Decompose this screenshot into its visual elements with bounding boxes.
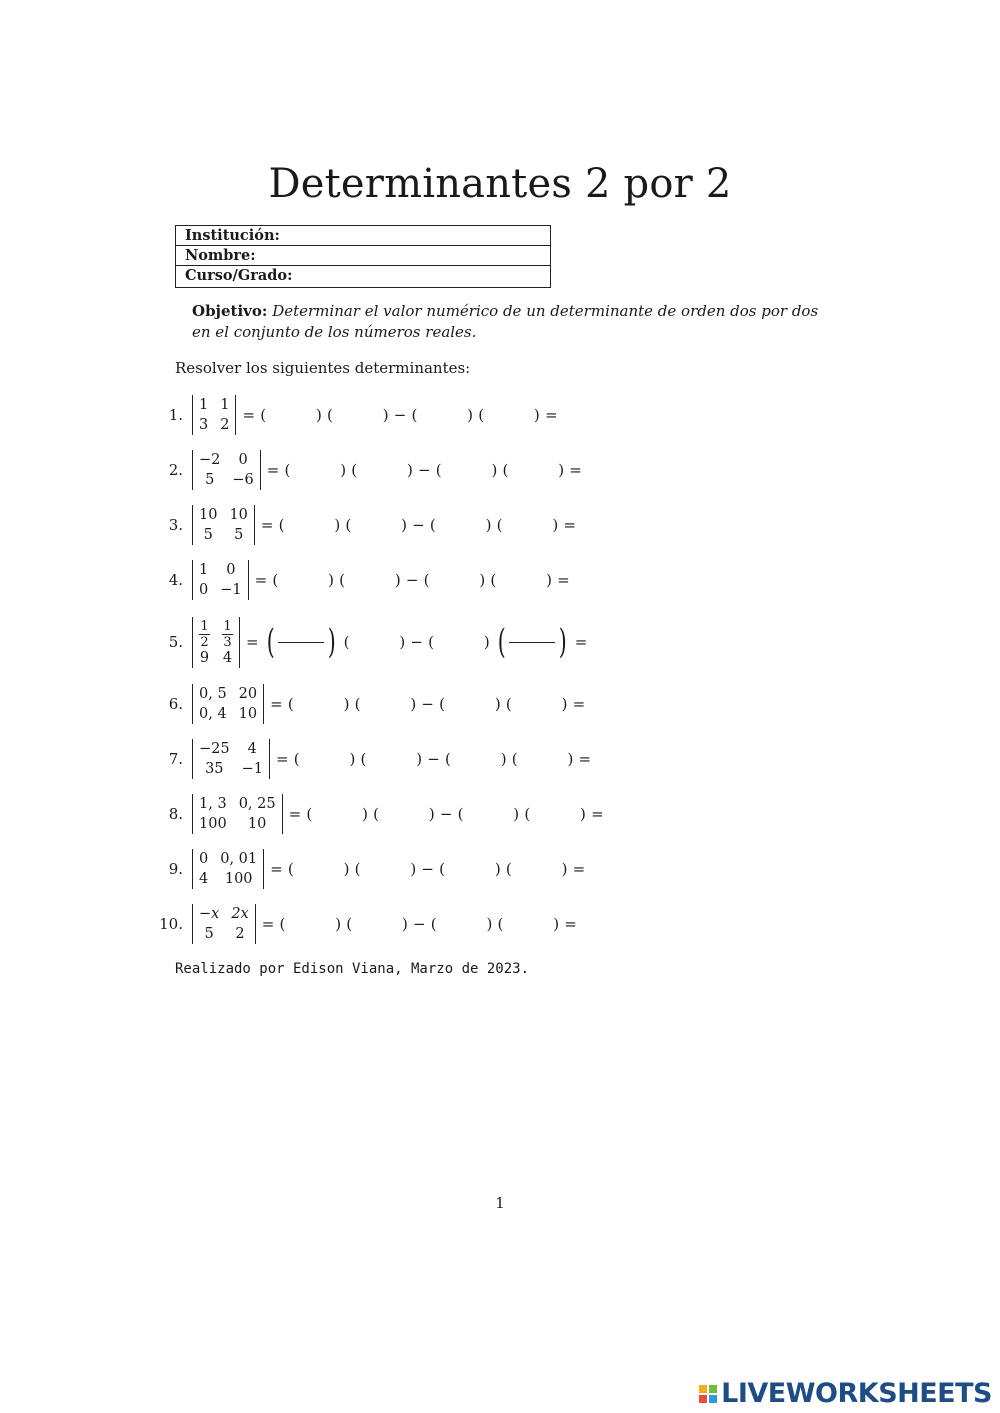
answer-expression[interactable]: = ( ) ( ) − ( ) ( ) = <box>242 406 558 424</box>
matrix-cell: 0 <box>199 851 209 867</box>
answer-expression-fraction[interactable] <box>246 622 588 662</box>
exercise-4 <box>150 554 570 606</box>
fraction-blank[interactable] <box>509 642 555 643</box>
answer-expression[interactable]: = ( ) ( ) − ( ) ( ) = <box>288 805 604 823</box>
objective-label: Objetivo: <box>192 302 268 320</box>
exercise-2 <box>150 444 582 496</box>
answer-expression[interactable]: = ( ) ( ) − ( ) ( ) = <box>270 695 586 713</box>
matrix-cell: 2 <box>235 926 245 942</box>
institution-field: Institución: <box>176 226 550 246</box>
exercise-9 <box>150 843 585 895</box>
matrix-cell: 10 <box>229 507 248 523</box>
exercise-number: 2. <box>168 461 183 479</box>
determinant-matrix <box>192 904 256 944</box>
matrix-cell: −1 <box>241 761 263 777</box>
matrix-cell-fraction <box>199 619 210 650</box>
exercise-number: 6. <box>168 695 183 713</box>
matrix-cell: 5 <box>203 527 213 543</box>
exercise-1 <box>150 389 558 441</box>
matrix-cell: 1, 3 <box>199 796 227 812</box>
matrix-cell: 5 <box>205 472 215 488</box>
student-info-table <box>175 225 551 288</box>
determinant-matrix <box>192 560 249 600</box>
determinant-matrix <box>192 794 283 834</box>
logo-square <box>699 1395 707 1403</box>
fraction-denominator: 3 <box>223 634 232 650</box>
fraction-numerator: 1 <box>223 618 232 634</box>
exercise-number: 9. <box>168 860 183 878</box>
matrix-cell: 9 <box>199 649 210 666</box>
exercise-number: 7. <box>168 750 183 768</box>
matrix-cell: −2 <box>199 452 221 468</box>
matrix-cell: 0 <box>199 582 209 598</box>
determinant-matrix <box>192 849 264 889</box>
open-paren: ( <box>497 622 506 662</box>
exercise-number: 3. <box>168 516 183 534</box>
close-paren: ) <box>327 622 336 662</box>
exercise-6 <box>150 678 585 730</box>
matrix-cell: 0, 4 <box>199 706 227 722</box>
answer-expression[interactable]: = ( ) ( ) − ( ) ( ) = <box>270 860 586 878</box>
matrix-cell: −1 <box>220 582 242 598</box>
equals-sign: = <box>246 633 264 651</box>
logo-square <box>709 1385 717 1393</box>
course-field: Curso/Grado: <box>185 267 293 284</box>
answer-expression[interactable]: = ( ) ( ) − ( ) ( ) = <box>254 571 570 589</box>
determinant-matrix <box>192 395 236 435</box>
matrix-cell: 100 <box>199 816 227 832</box>
matrix-cell: 5 <box>234 527 244 543</box>
page-number: 1 <box>495 1194 505 1212</box>
brand-logo-icon <box>699 1385 717 1403</box>
logo-square <box>709 1395 717 1403</box>
matrix-cell: −25 <box>199 741 230 757</box>
answer-expression[interactable]: = ( ) ( ) − ( ) ( ) = <box>261 915 577 933</box>
matrix-cell: 10 <box>238 706 258 722</box>
answer-expression[interactable]: = ( ) ( ) − ( ) ( ) = <box>260 516 577 534</box>
open-paren: ( <box>266 622 275 662</box>
matrix-cell: 4 <box>199 871 209 887</box>
exercise-number: 5. <box>168 633 183 651</box>
matrix-cell: 20 <box>238 686 258 702</box>
matrix-cell: 10 <box>199 507 218 523</box>
instruction: Resolver los siguientes determinantes: <box>175 359 471 377</box>
matrix-cell: 35 <box>205 761 224 777</box>
matrix-cell: 0, 25 <box>238 796 276 812</box>
exercise-number: 4. <box>168 571 183 589</box>
matrix-cell: 0, 01 <box>220 851 258 867</box>
author-credit: Realizado por Edison Viana, Marzo de 2023. <box>175 961 530 977</box>
determinant-matrix <box>192 450 261 490</box>
exercise-number: 8. <box>168 805 183 823</box>
brand-name: LIVEWORKSHEETS <box>721 1378 992 1409</box>
objective-text: Determinar el valor numérico de un determinante de orden dos por dos en el conjunto de los números reales. <box>192 302 819 341</box>
matrix-cell: 10 <box>247 816 267 832</box>
matrix-cell: 1 <box>199 562 209 578</box>
exercise-number: 10. <box>159 915 183 933</box>
matrix-cell: 5 <box>204 926 214 942</box>
page-title: Determinantes 2 por 2 <box>268 161 732 207</box>
exercise-5 <box>150 612 588 672</box>
exercise-8 <box>150 788 604 840</box>
objective <box>192 301 822 343</box>
determinant-matrix <box>192 739 270 779</box>
logo-square <box>699 1385 707 1393</box>
matrix-cell: 0, 5 <box>199 686 227 702</box>
matrix-cell: 0 <box>226 562 236 578</box>
determinant-matrix <box>192 617 240 668</box>
liveworksheets-logo <box>699 1378 992 1409</box>
fraction-numerator: 1 <box>200 618 209 634</box>
middle-blanks[interactable]: ( ) − ( ) <box>338 633 495 651</box>
equals-sign: = <box>569 633 588 651</box>
determinant-matrix <box>192 505 255 545</box>
answer-expression[interactable]: = ( ) ( ) − ( ) ( ) = <box>266 461 583 479</box>
close-paren: ) <box>559 622 568 662</box>
exercise-10 <box>150 898 577 950</box>
matrix-cell: 2x <box>231 906 249 922</box>
determinant-matrix <box>192 684 264 724</box>
name-field: Nombre: <box>176 246 550 266</box>
matrix-cell: 0 <box>238 452 248 468</box>
exercise-7 <box>150 733 591 785</box>
exercise-number: 1. <box>168 406 183 424</box>
matrix-cell: 1 <box>220 397 230 413</box>
fraction-denominator: 2 <box>200 634 209 650</box>
matrix-cell: 1 <box>199 397 209 413</box>
fraction-blank[interactable] <box>278 642 324 643</box>
matrix-cell-fraction <box>222 619 233 650</box>
answer-expression[interactable]: = ( ) ( ) − ( ) ( ) = <box>275 750 592 768</box>
matrix-cell: 100 <box>224 871 253 887</box>
matrix-cell: 4 <box>222 649 233 666</box>
matrix-cell: 3 <box>199 417 209 433</box>
exercise-3 <box>150 499 576 551</box>
matrix-cell: −x <box>199 906 220 922</box>
matrix-cell: −6 <box>232 472 254 488</box>
matrix-cell: 2 <box>220 417 230 433</box>
matrix-cell: 4 <box>247 741 257 757</box>
